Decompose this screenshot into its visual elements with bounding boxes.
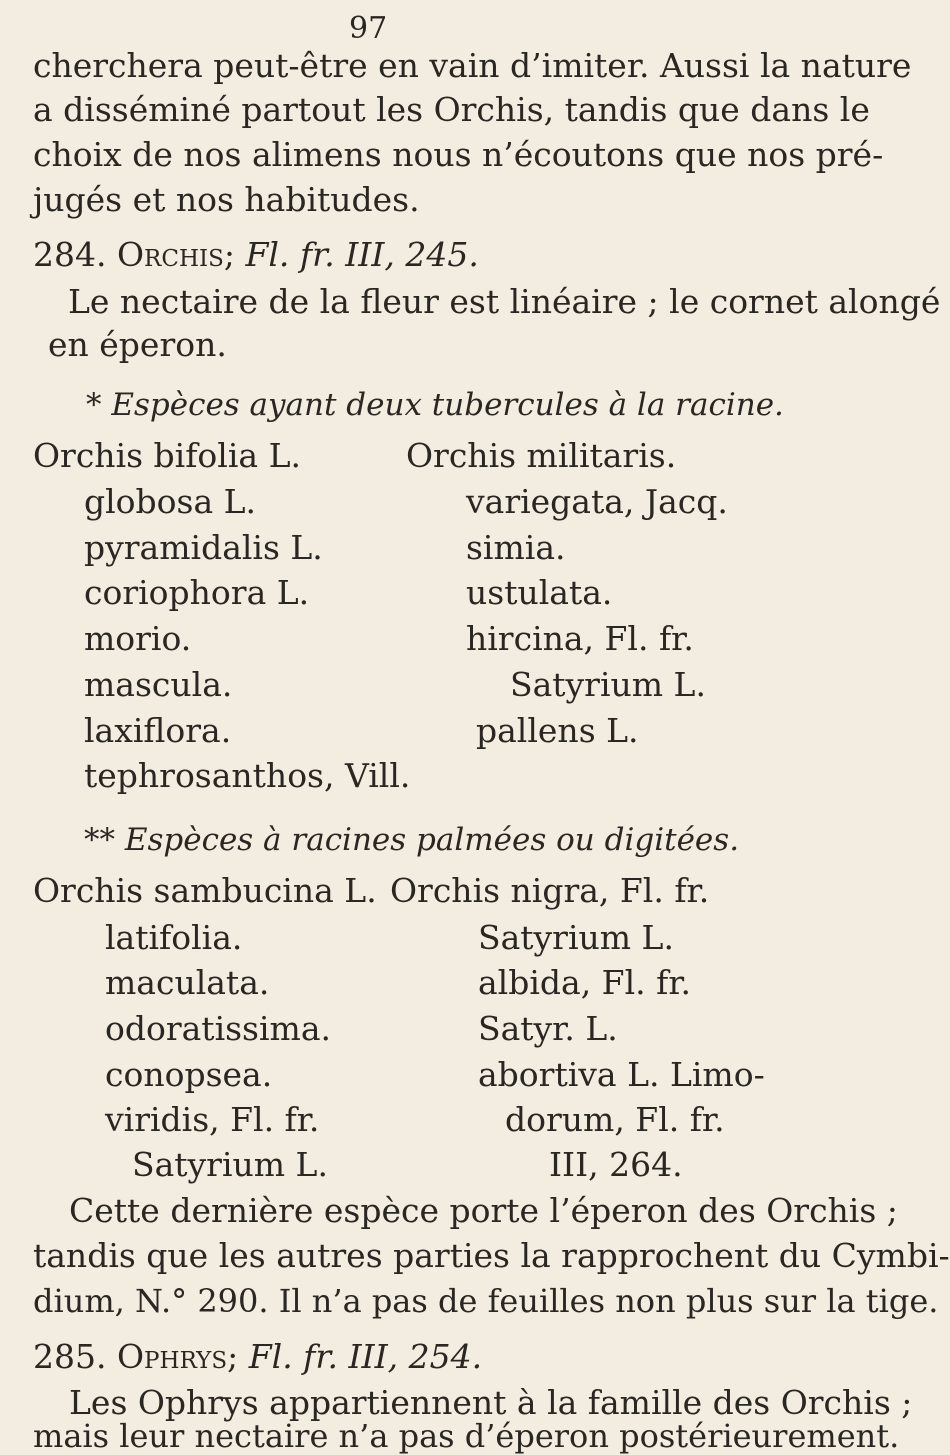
species-item: hircina, Fl. fr. <box>466 619 694 658</box>
species-item: abortiva L. Limo- <box>478 1055 765 1094</box>
text-line: tandis que les autres parties la rapprochent du Cymbi- <box>33 1236 950 1275</box>
species-item: Orchis nigra, Fl. fr. <box>390 871 710 910</box>
text-line: jugés et nos habitudes. <box>33 180 420 219</box>
entry-number: 284. <box>33 235 107 274</box>
species-item: conopsea. <box>105 1055 273 1094</box>
entry-description: mais leur nectaire n’a pas d’éperon postérieurement. <box>33 1417 900 1455</box>
entry-genus: Ophrys; <box>116 1337 239 1376</box>
species-item: III, 264. <box>549 1145 683 1184</box>
species-item: Satyrium L. <box>478 918 674 957</box>
text-line: choix de nos alimens nous n’écoutons que nos pré- <box>33 135 884 174</box>
entry-description: en éperon. <box>48 325 227 364</box>
section-header: * Espèces ayant deux tubercules à la racine. <box>86 387 784 423</box>
entry-description: Le nectaire de la fleur est linéaire ; le cornet alongé <box>68 282 941 321</box>
text-line: cherchera peut-être en vain d’imiter. Aussi la nature <box>33 46 912 85</box>
species-item: Satyrium L. <box>132 1145 328 1184</box>
text-line: dium, N.° 290. Il n’a pas de feuilles non plus sur la tige. <box>33 1282 939 1320</box>
entry-number: 285. <box>33 1337 107 1376</box>
page-number: 97 <box>349 11 388 46</box>
species-item: Satyr. L. <box>478 1009 618 1048</box>
species-item: globosa L. <box>84 482 257 521</box>
species-item: tephrosanthos, Vill. <box>84 756 411 795</box>
species-item: Orchis bifolia L. <box>33 436 301 475</box>
species-item: Orchis militaris. <box>406 436 677 475</box>
entry-genus: Orchis; <box>116 235 235 274</box>
entry-description: Les Ophrys appartiennent à la famille des Orchis ; <box>69 1383 913 1422</box>
species-item: pyramidalis L. <box>84 528 323 567</box>
entry-heading-285 <box>33 1339 482 1375</box>
species-item: variegata, Jacq. <box>466 482 728 521</box>
species-item: pallens L. <box>476 711 639 750</box>
species-item: maculata. <box>105 963 270 1002</box>
species-item: morio. <box>84 619 192 658</box>
text-line: a disséminé partout les Orchis, tandis que dans le <box>33 90 870 129</box>
entry-reference: Fl. fr. III, 254. <box>248 1337 483 1376</box>
species-item: Satyrium L. <box>510 665 706 704</box>
text-line: Cette dernière espèce porte l’éperon des Orchis ; <box>69 1191 898 1230</box>
entry-heading-284 <box>33 237 479 273</box>
species-item: mascula. <box>84 665 233 704</box>
species-item: Orchis sambucina L. <box>33 871 377 910</box>
species-item: latifolia. <box>105 918 243 957</box>
species-item: coriophora L. <box>84 573 310 612</box>
species-item: odoratissima. <box>105 1009 332 1048</box>
species-item: ustulata. <box>466 573 613 612</box>
species-item: dorum, Fl. fr. <box>505 1100 725 1139</box>
species-item: laxiflora. <box>84 711 232 750</box>
species-item: viridis, Fl. fr. <box>105 1100 320 1139</box>
section-header: ** Espèces à racines palmées ou digitées. <box>84 822 740 858</box>
species-item: simia. <box>466 528 566 567</box>
species-item: albida, Fl. fr. <box>478 963 691 1002</box>
entry-reference: Fl. fr. III, 245. <box>245 235 479 274</box>
